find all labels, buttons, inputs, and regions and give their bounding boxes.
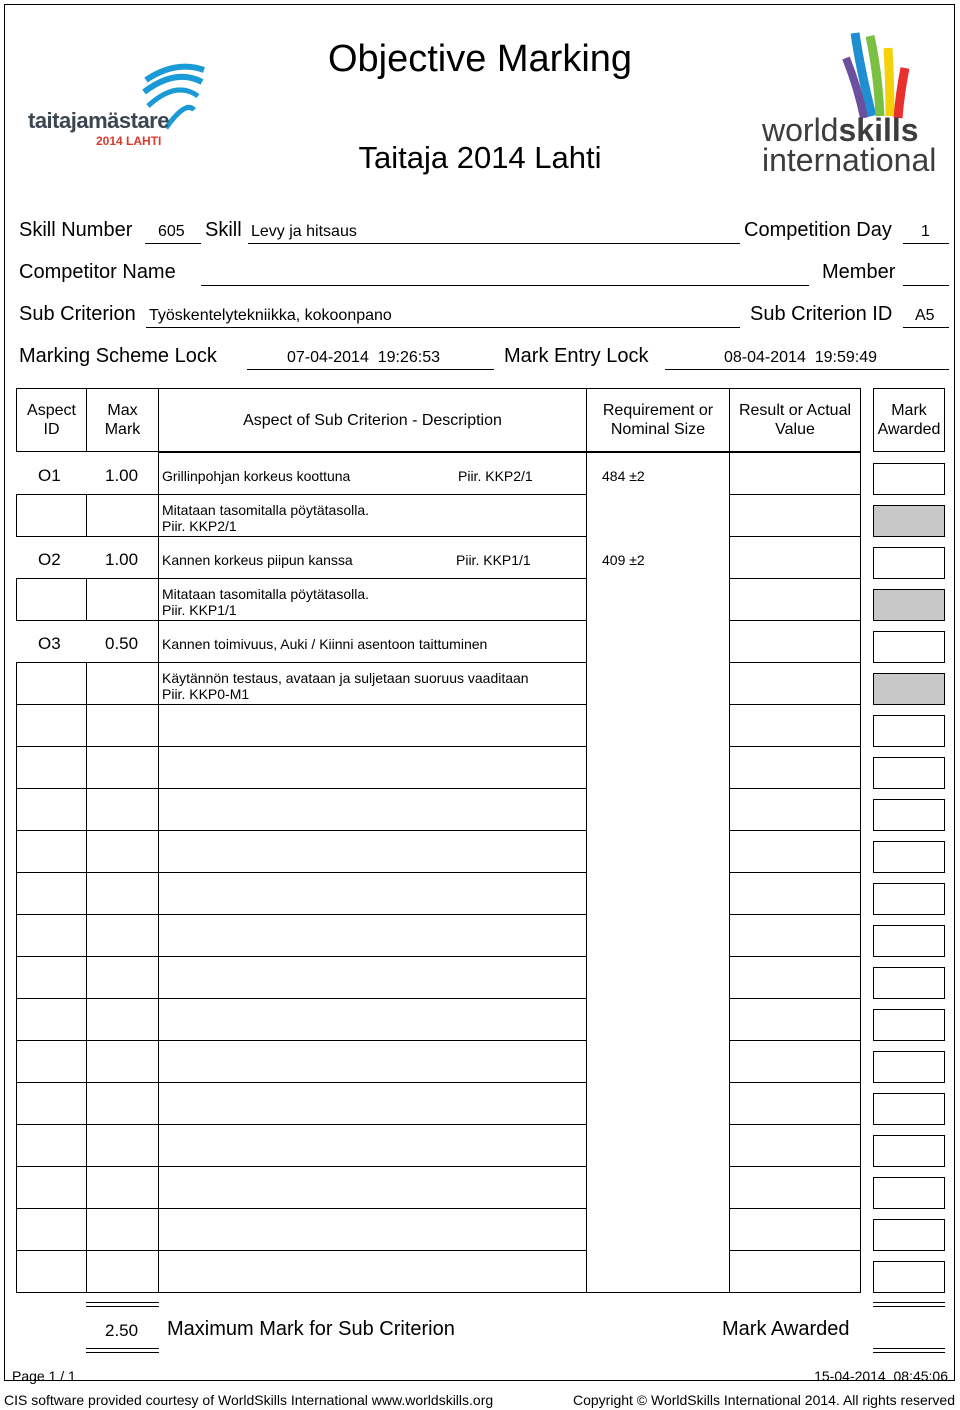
sub-criterion-id-label: Sub Criterion ID [750,303,893,325]
grid-row-max-cell [86,1250,159,1293]
grid-row-result-cell [729,746,861,789]
mark-entry-lock-label: Mark Entry Lock [504,345,649,367]
max-total-rule-bottom [86,1348,159,1353]
mark-awarded-cell [873,547,945,579]
competitor-name-label: Competitor Name [19,261,176,283]
software-credit: CIS software provided courtesy of WorldSkills International www.worldskills.org [4,1392,494,1408]
competition-day-line [903,243,949,244]
grid-row-id-cell [16,788,87,831]
grid-row-max-cell [86,914,159,957]
grid-row-desc-cell [158,494,587,537]
row3-aspect-id: O3 [38,634,61,653]
grid-row-desc-cell [158,956,587,999]
grid-row-desc-cell [158,1166,587,1209]
worldskills-line2: international [762,142,937,178]
mark-awarded-cell [873,1177,945,1209]
grid-row-max-cell [86,830,159,873]
grid-row-result-cell [729,1166,861,1209]
grid-row-max-cell [86,872,159,915]
grid-row-desc-cell [158,662,587,705]
grid-row-id-cell [16,746,87,789]
mark-awarded-label: Mark Awarded [722,1318,850,1340]
mark-awarded-cell [873,505,945,537]
row2-detail-2: Piir. KKP1/1 [162,602,237,618]
row2-reference: Piir. KKP1/1 [456,552,531,568]
sub-criterion-id-value: A5 [915,307,935,324]
taitaja-wordmark: taitajamästare [28,108,169,133]
grid-row-result-cell [729,662,861,705]
col-header-aspect-id: Aspect ID [16,388,87,452]
grid-row-desc-cell [158,536,587,579]
mark-awarded-cell [873,925,945,957]
row2-aspect-id: O2 [38,550,61,569]
grid-row-desc-cell [158,830,587,873]
grid-row-desc-cell [158,746,587,789]
grid-row-id-cell [16,704,87,747]
grid-row-id-cell [16,956,87,999]
row3-description: Kannen toimivuus, Auki / Kiinni asentoon taittuminen [162,636,488,652]
print-timestamp: 15-04-2014 08:45:06 [814,1368,948,1384]
grid-row-desc-cell [158,1040,587,1083]
marking-scheme-lock-line [247,369,494,370]
grid-row-result-cell [729,788,861,831]
grid-row-id-cell [16,1250,87,1293]
grid-row-max-cell [86,788,159,831]
mark-awarded-cell [873,1051,945,1083]
sub-criterion-value: Työskentelytekniikka, kokoonpano [149,307,392,324]
mark-awarded-cell [873,1009,945,1041]
grid-row-max-cell [86,956,159,999]
sub-criterion-id-line [903,327,949,328]
skill-number-label: Skill Number [19,219,133,241]
mark-awarded-cell [873,967,945,999]
row1-description: Grillinpohjan korkeus koottuna [162,468,351,484]
row1-detail-1: Mitataan tasomitalla pöytätasolla. [162,502,369,518]
grid-row-id-cell [16,1040,87,1083]
sub-criterion-label: Sub Criterion [19,303,136,325]
grid-row-result-cell [729,1208,861,1251]
grid-row-max-cell [86,662,159,705]
grid-row-result-cell [729,494,861,537]
grid-row-id-cell [16,1208,87,1251]
grid-row-id-cell [16,872,87,915]
page-subtitle: Taitaja 2014 Lahti [358,140,602,175]
skill-number-line [145,243,201,244]
grid-row-desc-cell [158,914,587,957]
row1-detail-2: Piir. KKP2/1 [162,518,237,534]
grid-row-id-cell [16,578,87,621]
page-number: Page 1 / 1 [12,1368,76,1384]
row2-detail-1: Mitataan tasomitalla pöytätasolla. [162,586,369,602]
col-header-mark-awarded: Mark Awarded [873,388,945,452]
grid-row-result-cell [729,830,861,873]
mark-awarded-cell [873,673,945,705]
grid-row-max-cell [86,1208,159,1251]
grid-row-id-cell [16,1166,87,1209]
worldskills-bold: skills [838,112,919,148]
col-header-requirement: Requirement or Nominal Size [586,388,730,452]
mark-awarded-cell [873,589,945,621]
row1-max-mark: 1.00 [105,466,139,485]
max-mark-label: Maximum Mark for Sub Criterion [167,1318,455,1340]
member-label: Member [822,261,896,283]
grid-row-id-cell [16,914,87,957]
mark-entry-lock-value: 08-04-2014 19:59:49 [724,349,878,366]
grid-row-result-cell [729,1124,861,1167]
awarded-total-rule-top [873,1302,945,1307]
taitaja-tagline: 2014 LAHTI [96,134,162,148]
row1-reference: Piir. KKP2/1 [458,468,533,484]
mark-awarded-cell [873,883,945,915]
competition-day-value: 1 [921,223,930,240]
mark-awarded-cell [873,1261,945,1293]
grid-row-result-cell [729,704,861,747]
grid-row-desc-cell [158,620,587,663]
grid-row-max-cell [86,494,159,537]
grid-row-desc-cell [158,788,587,831]
row3-detail-2: Piir. KKP0-M1 [162,686,250,702]
grid-row-id-cell [16,998,87,1041]
grid-row-max-cell [86,1040,159,1083]
grid-row-id-cell [16,1124,87,1167]
mark-awarded-cell [873,1093,945,1125]
skill-line [248,243,740,244]
row2-requirement: 409 ±2 [602,552,645,568]
worldskills-light: world [762,112,839,148]
col-header-description: Aspect of Sub Criterion - Description [158,388,587,452]
mark-awarded-cell [873,631,945,663]
grid-row-result-cell [729,914,861,957]
marking-scheme-lock-value: 07-04-2014 19:26:53 [287,349,441,366]
grid-row-id-cell [16,494,87,537]
skill-number-value: 605 [158,223,185,240]
grid-row-id-cell [16,662,87,705]
grid-row-max-cell [86,578,159,621]
grid-row-max-cell [86,1082,159,1125]
competition-day-label: Competition Day [744,219,892,241]
grid-row-result-cell [729,578,861,621]
mark-awarded-cell [873,715,945,747]
grid-row-result-cell [729,1040,861,1083]
grid-row-id-cell [16,830,87,873]
row3-max-mark: 0.50 [105,634,139,653]
sub-criterion-line [146,327,740,328]
grid-row-desc-cell [158,1082,587,1125]
grid-row-desc-cell [158,452,587,495]
grid-row-result-cell [729,956,861,999]
grid-row-desc-cell [158,1208,587,1251]
grid-row-desc-cell [158,1250,587,1293]
awarded-total-rule-bottom [873,1348,945,1353]
member-line [903,285,949,286]
grid-row-desc-cell [158,998,587,1041]
grid-row-result-cell [729,872,861,915]
skill-label: Skill [205,219,242,241]
row2-description: Kannen korkeus piipun kanssa [162,552,353,568]
grid-row-max-cell [86,1166,159,1209]
grid-row-desc-cell [158,578,587,621]
row1-requirement: 484 ±2 [602,468,645,484]
grid-row-result-cell [729,1082,861,1125]
max-total-rule-top [86,1302,159,1307]
col-header-max-mark: Max Mark [86,388,159,452]
mark-awarded-cell [873,1219,945,1251]
total-max-mark: 2.50 [105,1321,139,1340]
grid-row-desc-cell [158,1124,587,1167]
col-header-result: Result or Actual Value [729,388,861,452]
grid-row-max-cell [86,1124,159,1167]
row1-aspect-id: O1 [38,466,61,485]
competitor-name-line [201,285,809,286]
mark-awarded-cell [873,799,945,831]
mark-awarded-cell [873,841,945,873]
grid-row-desc-cell [158,872,587,915]
copyright: Copyright © WorldSkills International 2014. All rights reserved [572,1392,955,1408]
marking-scheme-lock-label: Marking Scheme Lock [19,345,217,367]
mark-awarded-cell [873,757,945,789]
skill-value: Levy ja hitsaus [251,223,357,240]
mark-awarded-cell [873,463,945,495]
grid-row-max-cell [86,998,159,1041]
grid-row-result-cell [729,536,861,579]
mark-awarded-cell [873,1135,945,1167]
grid-row-result-cell [729,620,861,663]
row3-detail-1: Käytännön testaus, avataan ja suljetaan suoruus vaaditaan [162,670,529,686]
grid-row-result-cell [729,452,861,495]
grid-row-max-cell [86,704,159,747]
mark-entry-lock-line [665,369,949,370]
row2-max-mark: 1.00 [105,550,139,569]
requirement-column [586,452,730,1293]
grid-row-id-cell [16,1082,87,1125]
grid-row-result-cell [729,1250,861,1293]
page-title: Objective Marking [327,38,633,80]
grid-row-desc-cell [158,704,587,747]
grid-row-max-cell [86,746,159,789]
grid-row-result-cell [729,998,861,1041]
